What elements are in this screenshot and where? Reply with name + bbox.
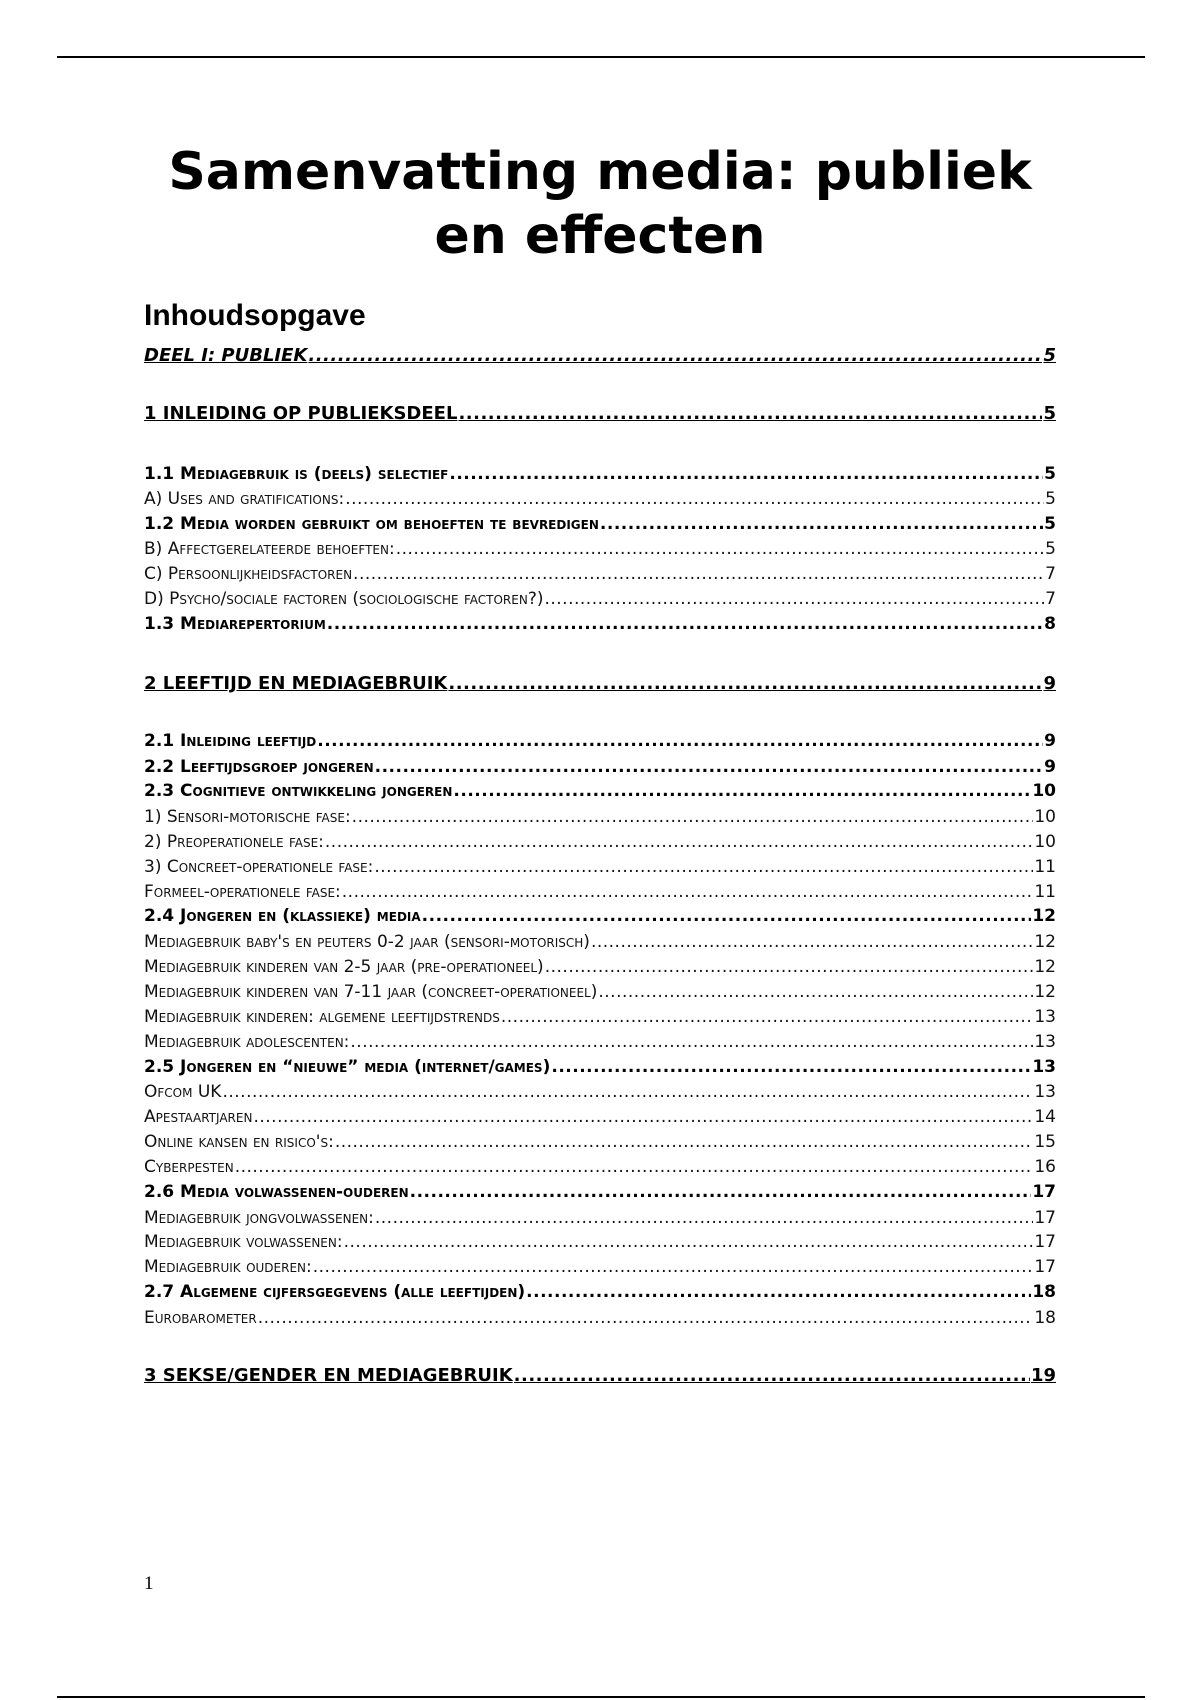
toc-entry[interactable] <box>144 981 1056 1003</box>
toc-entry-page: 13 <box>1034 1082 1056 1102</box>
toc-entry-label: Mediagebruik kinderen van 7-11 jaar (concreet-operationeel) <box>144 982 598 1002</box>
toc-entry-label: 2.3 Cognitieve ontwikkeling jongeren <box>144 781 453 801</box>
toc-entry-label: 2.1 Inleiding leeftijd <box>144 731 317 751</box>
toc-entry-page: 5 <box>1044 464 1056 484</box>
toc-dot-leader <box>313 1256 1034 1278</box>
toc-dot-leader <box>235 1156 1034 1178</box>
footer-rule <box>57 1696 1145 1698</box>
toc-entry[interactable] <box>144 1131 1056 1153</box>
toc-dot-leader <box>353 563 1044 585</box>
toc-dot-leader <box>514 1365 1030 1387</box>
toc-entry[interactable] <box>144 1031 1056 1053</box>
toc-entry-label: C) Persoonlijkheidsfactoren <box>144 564 353 584</box>
toc-entry[interactable] <box>144 905 1056 927</box>
toc-entry-label: D) Psycho/sociale factoren (sociologische factoren?) <box>144 589 544 609</box>
toc-entry-label: Mediagebruik baby's en peuters 0-2 jaar (sensori-motorisch) <box>144 932 590 952</box>
toc-dot-leader <box>545 956 1034 978</box>
toc-entry-label: Mediagebruik adolescenten: <box>144 1032 350 1052</box>
toc-entry-label: Mediagebruik volwassenen: <box>144 1232 343 1252</box>
toc-entry-page: 8 <box>1044 614 1056 634</box>
toc-dot-leader <box>598 981 1033 1003</box>
toc-entry-page: 11 <box>1034 857 1056 877</box>
toc-entry-page: 16 <box>1034 1157 1056 1177</box>
toc-entry-page: 12 <box>1034 932 1056 952</box>
toc-entry-label: 2 LEEFTIJD EN MEDIAGEBRUIK <box>144 673 448 694</box>
toc-entry-label: Mediagebruik ouderen: <box>144 1257 312 1277</box>
document-title: Samenvatting media: publiek en effecten <box>168 142 1032 266</box>
toc-entry[interactable] <box>144 345 1056 367</box>
toc-entry-page: 10 <box>1034 807 1056 827</box>
toc-dot-leader <box>375 756 1044 778</box>
toc-entry-page: 17 <box>1034 1208 1056 1228</box>
toc-entry-label: 2.2 Leeftijdsgroep jongeren <box>144 757 374 777</box>
toc-entry-label: 1.3 Mediarepertorium <box>144 614 326 634</box>
toc-entry-page: 7 <box>1045 589 1056 609</box>
toc-entry[interactable] <box>144 780 1056 802</box>
toc-entry-page: 12 <box>1032 906 1056 926</box>
toc-entry-label: 2.7 Algemene cijfersgegevens (alle leeftijden) <box>144 1282 526 1302</box>
toc-entry-page: 14 <box>1034 1107 1056 1127</box>
toc-entry-label: Formeel-operationele fase: <box>144 882 341 902</box>
toc-entry-page: 5 <box>1043 345 1056 366</box>
toc-entry[interactable] <box>144 1181 1056 1203</box>
toc-entry[interactable] <box>144 931 1056 953</box>
toc-dot-leader <box>258 1307 1034 1329</box>
toc-dot-leader <box>253 1106 1033 1128</box>
toc-dot-leader <box>352 806 1034 828</box>
toc-entry[interactable] <box>144 1207 1056 1229</box>
toc-entry-label: 2.4 Jongeren en (klassieke) media <box>144 906 421 926</box>
toc-dot-leader <box>551 1056 1031 1078</box>
toc-dot-leader <box>422 905 1032 927</box>
toc-entry-page: 7 <box>1045 564 1056 584</box>
toc-entry-label: 2.6 Media volwassenen-ouderen <box>144 1182 409 1202</box>
toc-entry-page: 13 <box>1034 1007 1056 1027</box>
toc-entry-label: 3) Concreet-operationele fase: <box>144 857 374 877</box>
toc-dot-leader <box>458 403 1042 425</box>
toc-entry[interactable] <box>144 563 1056 585</box>
toc-entry[interactable] <box>144 730 1056 752</box>
toc-entry[interactable] <box>144 538 1056 560</box>
toc-entry-page: 5 <box>1044 514 1056 534</box>
toc-entry-page: 17 <box>1032 1182 1056 1202</box>
toc-dot-leader <box>375 1207 1034 1229</box>
toc-entry[interactable] <box>144 831 1056 853</box>
toc-dot-leader <box>335 1131 1034 1153</box>
toc-entry[interactable] <box>144 588 1056 610</box>
toc-dot-leader <box>600 513 1043 535</box>
toc-dot-leader <box>544 588 1044 610</box>
toc-dot-leader <box>501 1006 1033 1028</box>
toc-entry-page: 12 <box>1034 957 1056 977</box>
toc-entry-page: 18 <box>1034 1308 1056 1328</box>
toc-entry-label: DEEL I: PUBLIEK <box>144 345 308 366</box>
toc-entry-page: 10 <box>1032 781 1056 801</box>
toc-entry[interactable] <box>144 1307 1056 1329</box>
toc-entry-label: Ofcom UK <box>144 1082 222 1102</box>
toc-entry[interactable] <box>144 513 1056 535</box>
toc-entry-label: B) Affectgerelateerde behoeften: <box>144 539 395 559</box>
toc-entry[interactable] <box>144 1006 1056 1028</box>
toc-entry-label: 1.2 Media worden gebruikt om behoeften te bevredigen <box>144 514 599 534</box>
toc-dot-leader <box>222 1081 1033 1103</box>
toc-entry-page: 15 <box>1034 1132 1056 1152</box>
toc-dot-leader <box>591 931 1033 953</box>
toc-entry-page: 11 <box>1034 882 1056 902</box>
toc-entry[interactable] <box>144 403 1056 425</box>
toc-entry-page: 13 <box>1032 1057 1056 1077</box>
toc-dot-leader <box>325 831 1033 853</box>
toc-entry[interactable] <box>144 756 1056 778</box>
toc-entry[interactable] <box>144 1256 1056 1278</box>
toc-dot-leader <box>374 856 1033 878</box>
toc-dot-leader <box>526 1281 1031 1303</box>
toc-entry-label: Online kansen en risico's: <box>144 1132 334 1152</box>
toc-entry-page: 9 <box>1044 757 1056 777</box>
toc-entry-label: Mediagebruik kinderen: algemene leeftijdstrends <box>144 1007 500 1027</box>
toc-entry-label: A) Uses and gratifications: <box>144 489 345 509</box>
toc-dot-leader <box>410 1181 1032 1203</box>
toc-entry[interactable] <box>144 1056 1056 1078</box>
toc-entry-label: 1 INLEIDING OP PUBLIEKSDEEL <box>144 403 458 424</box>
toc-entry-page: 5 <box>1045 489 1056 509</box>
toc-entry[interactable] <box>144 463 1056 485</box>
toc-entry-page: 18 <box>1032 1282 1056 1302</box>
toc-entry-label: Cyberpesten <box>144 1157 234 1177</box>
toc-entry-page: 5 <box>1043 403 1056 424</box>
toc-entry-page: 17 <box>1034 1257 1056 1277</box>
toc-entry[interactable] <box>144 488 1056 510</box>
toc-heading: Inhoudsopgave <box>144 299 366 332</box>
toc-entry[interactable] <box>144 856 1056 878</box>
toc-entry-label: Apestaartjaren <box>144 1107 253 1127</box>
toc-dot-leader <box>350 1031 1033 1053</box>
toc-dot-leader <box>327 613 1043 635</box>
toc-dot-leader <box>448 673 1042 695</box>
toc-dot-leader <box>396 538 1044 560</box>
toc-entry-page: 9 <box>1043 673 1056 694</box>
toc-entry-page: 13 <box>1034 1032 1056 1052</box>
toc-entry-page: 10 <box>1034 832 1056 852</box>
toc-entry-label: 1.1 Mediagebruik is (deels) selectief <box>144 464 449 484</box>
page-number: 1 <box>144 1573 154 1594</box>
toc-dot-leader <box>344 1231 1034 1253</box>
toc-entry[interactable] <box>144 1231 1056 1253</box>
toc-entry-label: 1) Sensori-motorische fase: <box>144 807 351 827</box>
toc-entry-page: 9 <box>1044 731 1056 751</box>
toc-dot-leader <box>345 488 1044 510</box>
toc-dot-leader <box>317 730 1043 752</box>
toc-entry-label: Eurobarometer <box>144 1308 257 1328</box>
toc-entry-label: Mediagebruik kinderen van 2-5 jaar (pre-operationeel) <box>144 957 544 977</box>
toc-entry[interactable] <box>144 806 1056 828</box>
toc-entry[interactable] <box>144 1156 1056 1178</box>
toc-entry[interactable] <box>144 1081 1056 1103</box>
toc-entry-label: 2) Preoperationele fase: <box>144 832 324 852</box>
toc-entry-label: 2.5 Jongeren en “nieuwe” media (internet/games) <box>144 1057 551 1077</box>
toc-dot-leader <box>449 463 1043 485</box>
toc-entry-page: 19 <box>1030 1365 1056 1386</box>
toc-dot-leader <box>453 780 1031 802</box>
toc-entry-page: 12 <box>1034 982 1056 1002</box>
toc-dot-leader <box>342 881 1034 903</box>
toc-entry[interactable] <box>144 1106 1056 1128</box>
toc-entry[interactable] <box>144 1281 1056 1303</box>
header-rule <box>57 56 1145 58</box>
toc-entry[interactable] <box>144 673 1056 695</box>
toc-entry[interactable] <box>144 956 1056 978</box>
toc-entry[interactable] <box>144 881 1056 903</box>
toc-entry[interactable] <box>144 613 1056 635</box>
toc-entry-page: 5 <box>1045 539 1056 559</box>
toc-entry-label: Mediagebruik jongvolwassenen: <box>144 1208 374 1228</box>
toc-entry-label: 3 SEKSE/GENDER EN MEDIAGEBRUIK <box>144 1365 513 1386</box>
toc-entry[interactable] <box>144 1365 1056 1387</box>
toc-dot-leader <box>308 345 1042 367</box>
toc-entry-page: 17 <box>1034 1232 1056 1252</box>
